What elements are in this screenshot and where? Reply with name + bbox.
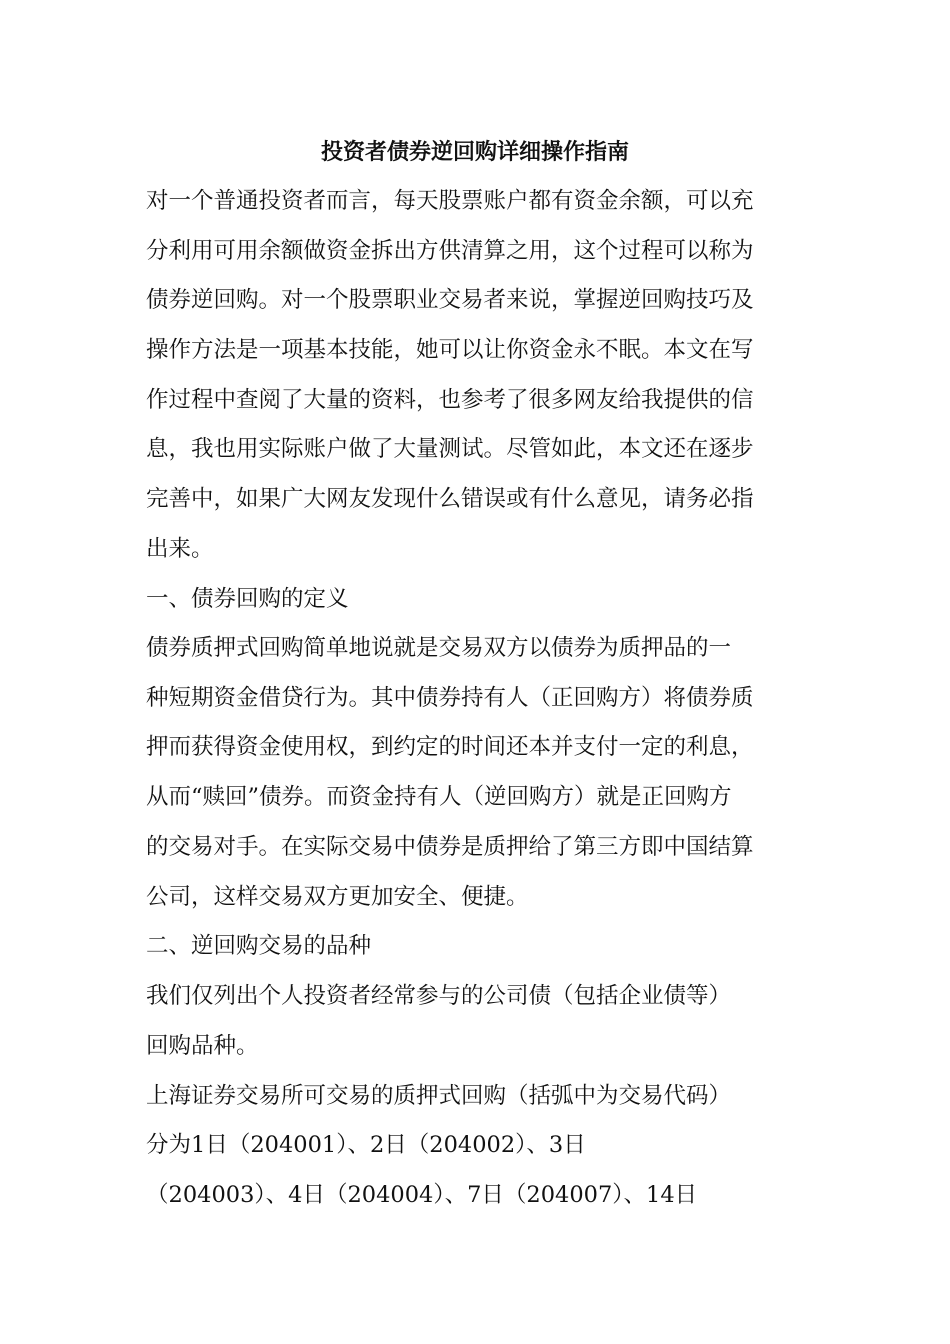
paragraph-line: 债券逆回购。对一个股票职业交易者来说，掌握逆回购技巧及	[146, 287, 754, 313]
paragraph-line: （204003）、4日（204004）、7日（204007）、14日	[146, 1182, 698, 1208]
paragraph-line: 我们仅列出个人投资者经常参与的公司债（包括企业债等）	[146, 983, 732, 1009]
paragraph-line: 的交易对手。在实际交易中债券是质押给了第三方即中国结算	[146, 834, 754, 860]
paragraph-line: 从而“赎回”债券。而资金持有人（逆回购方）就是正回购方	[146, 784, 732, 810]
section-heading: 二、逆回购交易的品种	[146, 933, 372, 959]
paragraph-line: 息，我也用实际账户做了大量测试。尽管如此，本文还在逐步	[146, 436, 754, 462]
paragraph-line: 作过程中查阅了大量的资料，也参考了很多网友给我提供的信	[146, 387, 754, 413]
paragraph-line: 回购品种。	[146, 1033, 259, 1059]
paragraph-line: 完善中，如果广大网友发现什么错误或有什么意见，请务必指	[146, 486, 754, 512]
paragraph-line: 上海证券交易所可交易的质押式回购（括弧中为交易代码）	[146, 1083, 732, 1109]
paragraph-line: 分利用可用余额做资金拆出方供清算之用，这个过程可以称为	[146, 238, 754, 264]
paragraph-line: 债券质押式回购简单地说就是交易双方以债券为质押品的一	[146, 635, 732, 661]
paragraph-line: 操作方法是一项基本技能，她可以让你资金永不眠。本文在写	[146, 337, 754, 363]
paragraph-line: 种短期资金借贷行为。其中债券持有人（正回购方）将债券质	[146, 685, 754, 711]
paragraph-line: 公司，这样交易双方更加安全、便捷。	[146, 884, 529, 910]
paragraph-line: 押而获得资金使用权，到约定的时间还本并支付一定的利息，	[146, 734, 754, 760]
section-heading: 一、债券回购的定义	[146, 586, 349, 612]
paragraph-line: 分为1日（204001）、2日（204002）、3日	[146, 1132, 586, 1158]
document-title: 投资者债券逆回购详细操作指南	[320, 140, 629, 165]
paragraph-line: 出来。	[146, 536, 214, 562]
paragraph-line: 对一个普通投资者而言，每天股票账户都有资金余额，可以充	[146, 188, 754, 214]
